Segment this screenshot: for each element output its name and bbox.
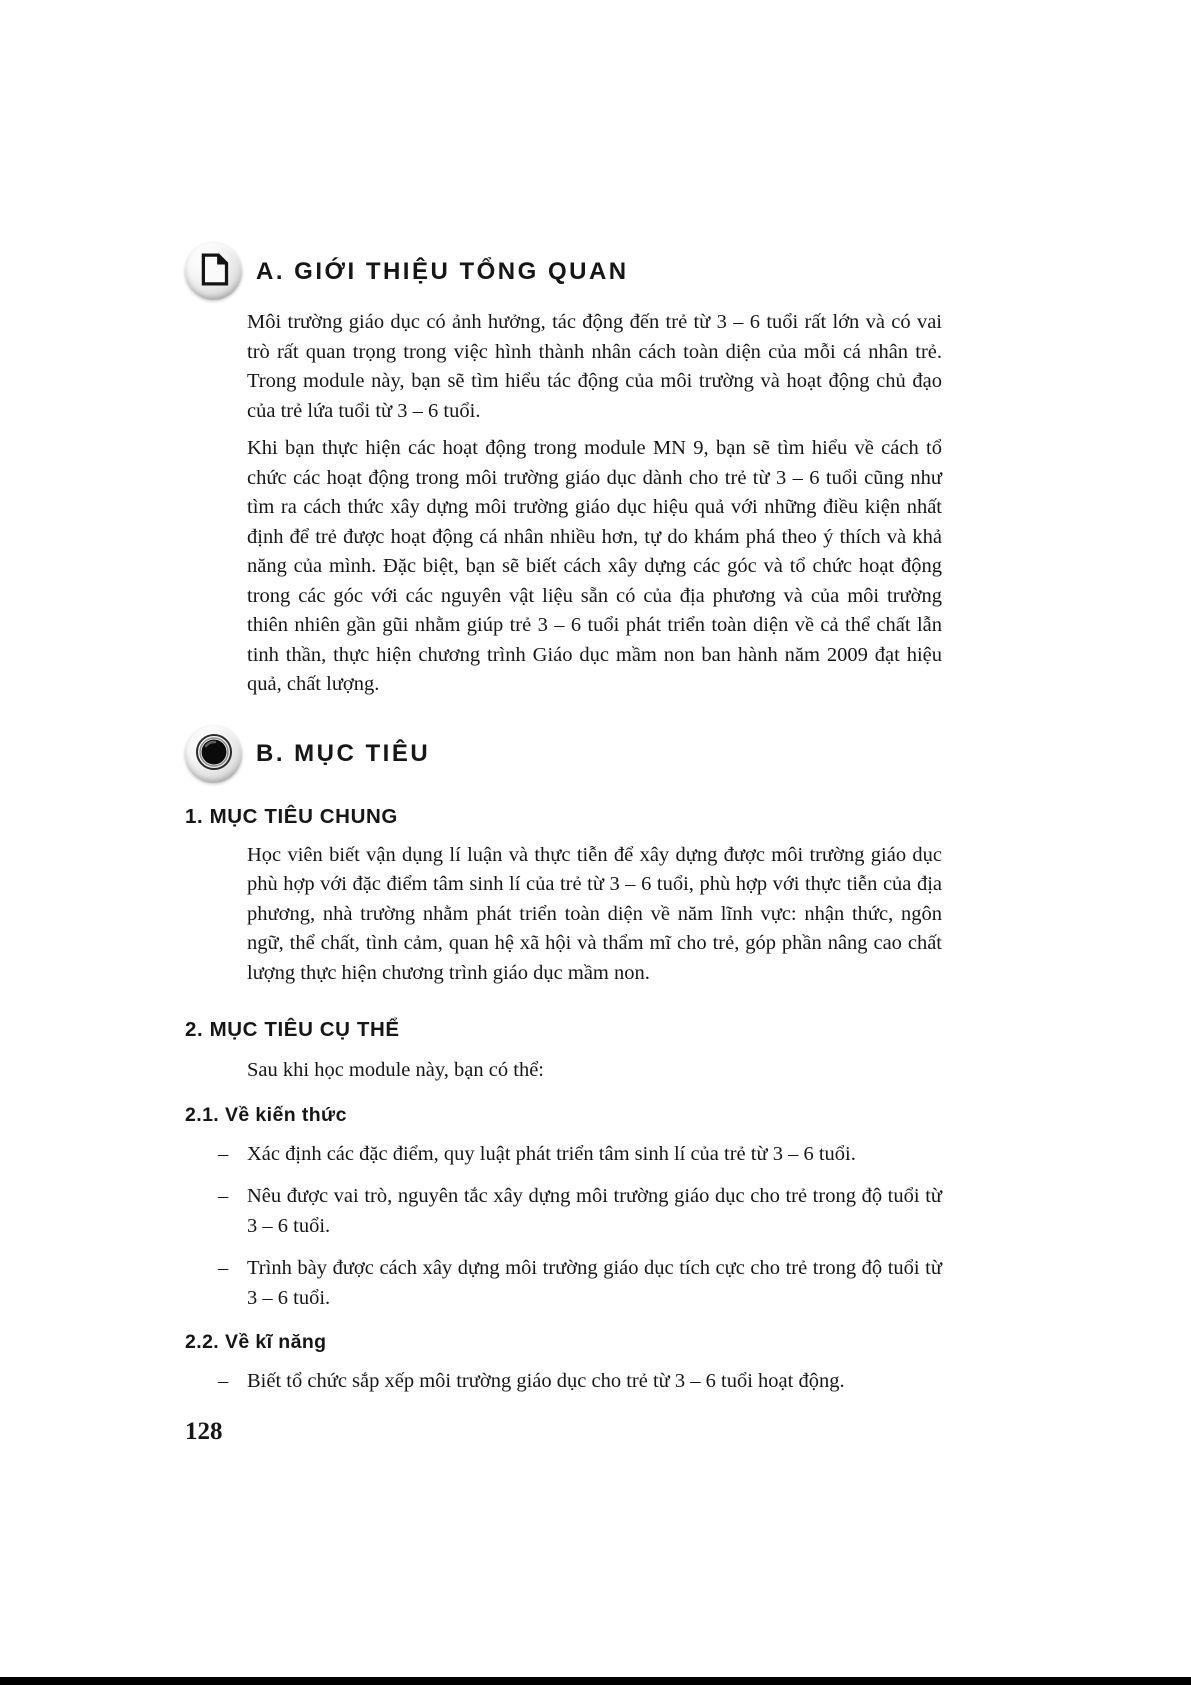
document-icon-button <box>185 243 242 300</box>
knowledge-bullet-2: Nêu được vai trò, nguyên tắc xây dựng môi trường giáo dục cho trẻ trong độ tuổi từ 3 – 6 tuổi. <box>247 1185 942 1237</box>
section-b-header <box>185 726 942 783</box>
knowledge-bullet-3: Trình bày được cách xây dựng môi trường giáo dục tích cực cho trẻ trong độ tuổi từ 3 – 6 tuổi. <box>247 1257 942 1309</box>
knowledge-heading: 2.1. Về kiến thức <box>185 1103 347 1126</box>
list-item <box>218 1367 942 1397</box>
bottom-edge-bar <box>0 1677 1191 1685</box>
target-icon <box>194 732 234 777</box>
section-b-title: B. MỤC TIÊU <box>256 740 431 767</box>
section-a-header <box>185 243 942 300</box>
list-item <box>218 1140 942 1170</box>
section-a-title: A. GIỚI THIỆU TỔNG QUAN <box>256 257 629 285</box>
specific-objectives-intro: Sau khi học module này, bạn có thể: <box>247 1059 544 1081</box>
skills-heading: 2.2. Về kĩ năng <box>185 1331 327 1353</box>
page-number: 128 <box>185 1418 223 1445</box>
section-a-paragraph-1: Môi trường giáo dục có ảnh hưởng, tác động đến trẻ từ 3 – 6 tuổi rất lớn và có vai trò rất quan trọng trong việc hình thành nhân cách toàn diện của mỗi cá nhân trẻ. Trong module này, bạn sẽ tìm hiểu tác động của môi trường và hoạt động chủ đạo của trẻ lứa tuổi từ 3 – 6 tuổi. <box>247 311 942 422</box>
bullet-dash: – <box>218 1185 229 1207</box>
document-icon <box>199 253 229 291</box>
general-objectives-heading: 1. MỤC TIÊU CHUNG <box>185 804 398 828</box>
general-objectives-paragraph: Học viên biết vận dụng lí luận và thực tiễn để xây dựng được môi trường giáo dục phù hợp với đặc điểm tâm sinh lí của trẻ từ 3 – 6 tuổi, phù hợp với thực tiễn của địa phương, nhà trường nhằm phát triển toàn diện về năm lĩnh vực: nhận thức, ngôn ngữ, thể chất, tình cảm, quan hệ xã hội và thẩm mĩ cho trẻ, góp phần nâng cao chất lượng thực hiện chương trình giáo dục mầm non. <box>247 843 942 984</box>
knowledge-bullet-1: Xác định các đặc điểm, quy luật phát triển tâm sinh lí của trẻ từ 3 – 6 tuổi. <box>247 1142 856 1165</box>
section-a-paragraph-2: Khi bạn thực hiện các hoạt động trong module MN 9, bạn sẽ tìm hiểu về cách tổ chức các hoạt động trong môi trường giáo dục dành cho trẻ từ 3 – 6 tuổi cũng như tìm ra cách thức xây dựng môi trường giáo dục hiệu quả với những điều kiện nhất định để trẻ được hoạt động cá nhân nhiều hơn, tự do khám phá theo ý thích và khả năng của mình. Đặc biệt, bạn sẽ biết cách xây dựng các góc và tổ chức hoạt động trong các góc với các nguyên vật liệu sẵn có của địa phương và của môi trường thiên nhiên gần gũi nhằm giúp trẻ 3 – 6 tuổi phát triển toàn diện về cả thể chất lẫn tinh thần, thực hiện chương trình Giáo dục mầm non ban hành năm 2009 đạt hiệu quả, chất lượng. <box>247 437 942 695</box>
target-icon-button <box>185 726 242 783</box>
page-content <box>185 243 942 1397</box>
list-item <box>218 1254 942 1313</box>
specific-objectives-heading: 2. MỤC TIÊU CỤ THỂ <box>185 1018 400 1041</box>
bullet-dash: – <box>218 1370 229 1392</box>
skills-bullet-1: Biết tổ chức sắp xếp môi trường giáo dục cho trẻ từ 3 – 6 tuổi hoạt động. <box>247 1370 845 1392</box>
bullet-dash: – <box>218 1257 229 1279</box>
list-item <box>218 1182 942 1241</box>
bullet-dash: – <box>218 1142 229 1165</box>
